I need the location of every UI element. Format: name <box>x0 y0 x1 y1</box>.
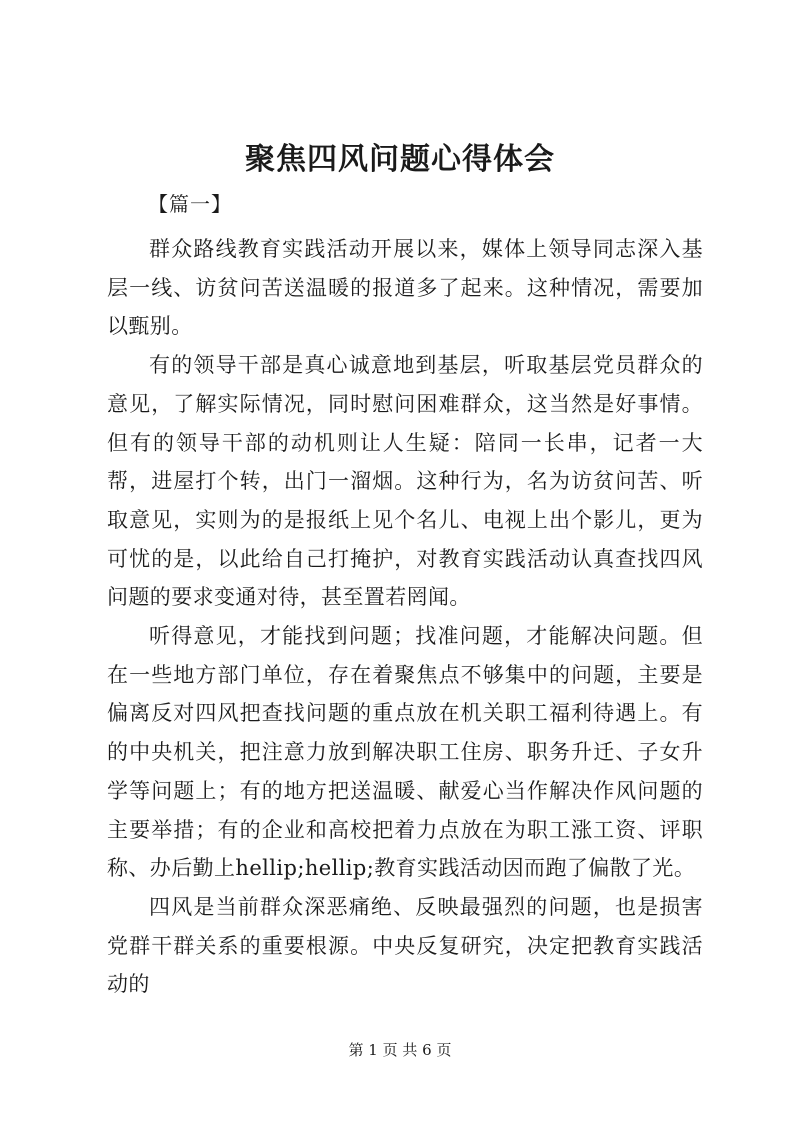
paragraph: 听得意见，才能找到问题；找准问题，才能解决问题。但在一些地方部门单位，存在着聚焦点不够集中的问题，主要是偏离反对四风把查找问题的重点放在机关职工福利待遇上。有的中央机关，把注意力放到解决职工住房、职务升迁、子女升学等问题上；有的地方把送温暖、献爱心当作解决作风问题的主要举措；有的企业和高校把着力点放在为职工涨工资、评职称、办后勤上hellip;hellip;教育实践活动因而跑了偏散了光。 <box>107 624 703 881</box>
section-heading: 【篇一】 <box>148 192 232 216</box>
document-title: 聚焦四风问题心得体会 <box>245 142 555 177</box>
paragraph: 有的领导干部是真心诚意地到基层，听取基层党员群众的意见，了解实际情况，同时慰问困难群众，这当然是好事情。但有的领导干部的动机则让人生疑：陪同一长串，记者一大帮，进屋打个转，出门一溜烟。这种行为，名为访贫问苦、听取意见，实则为的是报纸上见个名儿、电视上出个影儿，更为可忧的是，以此给自己打掩护，对教育实践活动认真查找四风问题的要求变通对待，甚至置若罔闻。 <box>107 353 703 610</box>
page-footer: 第 1 页 共 6 页 <box>348 1041 452 1059</box>
document-body <box>107 230 703 1004</box>
paragraph: 四风是当前群众深恶痛绝、反映最强烈的问题，也是损害党群干群关系的重要根源。中央反复研究，决定把教育实践活动的 <box>107 894 703 997</box>
paragraph: 群众路线教育实践活动开展以来，媒体上领导同志深入基层一线、访贫问苦送温暖的报道多了起来。这种情况，需要加以甄别。 <box>107 237 703 339</box>
